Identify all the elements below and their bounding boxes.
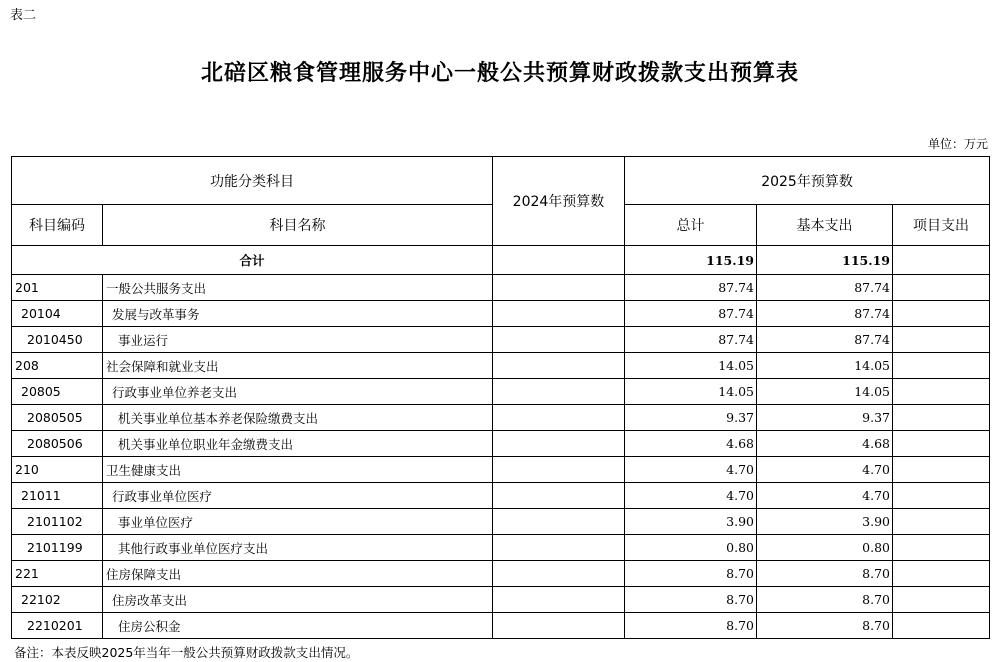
row-project	[893, 613, 990, 639]
header-func-class: 功能分类科目	[12, 157, 493, 205]
unit-label: 单位：万元	[927, 137, 988, 151]
row-name: 一般公共服务支出	[103, 275, 493, 301]
row-total: 87.74	[625, 275, 757, 301]
row-basic: 8.70	[757, 561, 893, 587]
table-row	[12, 587, 990, 613]
header-project: 项目支出	[893, 205, 990, 246]
row-name: 机关事业单位基本养老保险缴费支出	[103, 405, 493, 431]
row-budget-2024	[493, 483, 625, 509]
row-total: 4.70	[625, 483, 757, 509]
row-budget-2024	[493, 353, 625, 379]
row-basic: 8.70	[757, 587, 893, 613]
row-code: 2080506	[12, 431, 103, 457]
row-code: 2080505	[12, 405, 103, 431]
row-project	[893, 379, 990, 405]
row-total: 87.74	[625, 301, 757, 327]
row-budget-2024	[493, 301, 625, 327]
row-basic: 4.70	[757, 483, 893, 509]
row-basic: 9.37	[757, 405, 893, 431]
row-basic: 87.74	[757, 275, 893, 301]
row-total: 4.70	[625, 457, 757, 483]
table-row	[12, 457, 990, 483]
row-budget-2024	[493, 379, 625, 405]
sheet-label: 表二	[10, 8, 37, 23]
page-title: 北碚区粮食管理服务中心一般公共预算财政拨款支出预算表	[200, 61, 799, 86]
header-total: 总计	[625, 205, 757, 246]
row-basic: 4.68	[757, 431, 893, 457]
row-name: 住房保障支出	[103, 561, 493, 587]
row-basic: 4.70	[757, 457, 893, 483]
header-name: 科目名称	[103, 205, 493, 246]
row-basic: 14.05	[757, 379, 893, 405]
row-code: 201	[12, 275, 103, 301]
table-row	[12, 613, 990, 639]
table-row	[12, 327, 990, 353]
header-basic: 基本支出	[757, 205, 893, 246]
row-code: 2210201	[12, 613, 103, 639]
table-row	[12, 301, 990, 327]
row-project	[893, 327, 990, 353]
row-project	[893, 457, 990, 483]
table-row	[12, 509, 990, 535]
row-name: 社会保障和就业支出	[103, 353, 493, 379]
row-total: 87.74	[625, 327, 757, 353]
row-project	[893, 301, 990, 327]
row-name: 行政事业单位养老支出	[103, 379, 493, 405]
row-name: 机关事业单位职业年金缴费支出	[103, 431, 493, 457]
row-project	[893, 509, 990, 535]
row-name: 住房改革支出	[103, 587, 493, 613]
row-code: 210	[12, 457, 103, 483]
table-row	[12, 405, 990, 431]
row-project	[893, 275, 990, 301]
row-project	[893, 483, 990, 509]
row-budget-2024	[493, 561, 625, 587]
row-project	[893, 587, 990, 613]
total-project	[893, 246, 990, 275]
table-row	[12, 561, 990, 587]
row-code: 2010450	[12, 327, 103, 353]
row-project	[893, 535, 990, 561]
row-project	[893, 353, 990, 379]
footnote: 备注：本表反映2025年当年一般公共预算财政拨款支出情况。	[14, 645, 359, 660]
table-row	[12, 431, 990, 457]
row-budget-2024	[493, 431, 625, 457]
total-budget-2024	[493, 246, 625, 275]
header-budget-2025: 2025年预算数	[625, 157, 990, 205]
row-project	[893, 405, 990, 431]
row-project	[893, 431, 990, 457]
row-basic: 8.70	[757, 613, 893, 639]
row-total: 14.05	[625, 379, 757, 405]
row-budget-2024	[493, 405, 625, 431]
row-name: 行政事业单位医疗	[103, 483, 493, 509]
row-budget-2024	[493, 535, 625, 561]
row-total: 8.70	[625, 613, 757, 639]
table-row	[12, 483, 990, 509]
total-label: 合计	[12, 246, 493, 275]
table-row	[12, 275, 990, 301]
row-code: 2101199	[12, 535, 103, 561]
row-total: 0.80	[625, 535, 757, 561]
row-basic: 87.74	[757, 327, 893, 353]
row-total: 14.05	[625, 353, 757, 379]
row-total: 3.90	[625, 509, 757, 535]
row-budget-2024	[493, 327, 625, 353]
row-name: 卫生健康支出	[103, 457, 493, 483]
row-basic: 3.90	[757, 509, 893, 535]
row-total: 8.70	[625, 561, 757, 587]
row-basic: 14.05	[757, 353, 893, 379]
row-code: 22102	[12, 587, 103, 613]
row-project	[893, 561, 990, 587]
row-budget-2024	[493, 613, 625, 639]
row-basic: 87.74	[757, 301, 893, 327]
row-budget-2024	[493, 275, 625, 301]
header-budget-2024: 2024年预算数	[493, 157, 625, 246]
row-budget-2024	[493, 457, 625, 483]
row-name: 事业单位医疗	[103, 509, 493, 535]
row-total: 4.68	[625, 431, 757, 457]
row-budget-2024	[493, 509, 625, 535]
total-row	[12, 246, 990, 275]
table-row	[12, 379, 990, 405]
row-code: 20805	[12, 379, 103, 405]
budget-table	[11, 156, 990, 639]
row-budget-2024	[493, 587, 625, 613]
row-total: 9.37	[625, 405, 757, 431]
total-total: 115.19	[625, 246, 757, 275]
row-code: 208	[12, 353, 103, 379]
table-row	[12, 353, 990, 379]
row-code: 20104	[12, 301, 103, 327]
row-code: 21011	[12, 483, 103, 509]
row-name: 发展与改革事务	[103, 301, 493, 327]
row-name: 事业运行	[103, 327, 493, 353]
header-code: 科目编码	[12, 205, 103, 246]
total-basic: 115.19	[757, 246, 893, 275]
row-name: 住房公积金	[103, 613, 493, 639]
table-row	[12, 535, 990, 561]
row-code: 221	[12, 561, 103, 587]
row-total: 8.70	[625, 587, 757, 613]
row-name: 其他行政事业单位医疗支出	[103, 535, 493, 561]
row-basic: 0.80	[757, 535, 893, 561]
row-code: 2101102	[12, 509, 103, 535]
